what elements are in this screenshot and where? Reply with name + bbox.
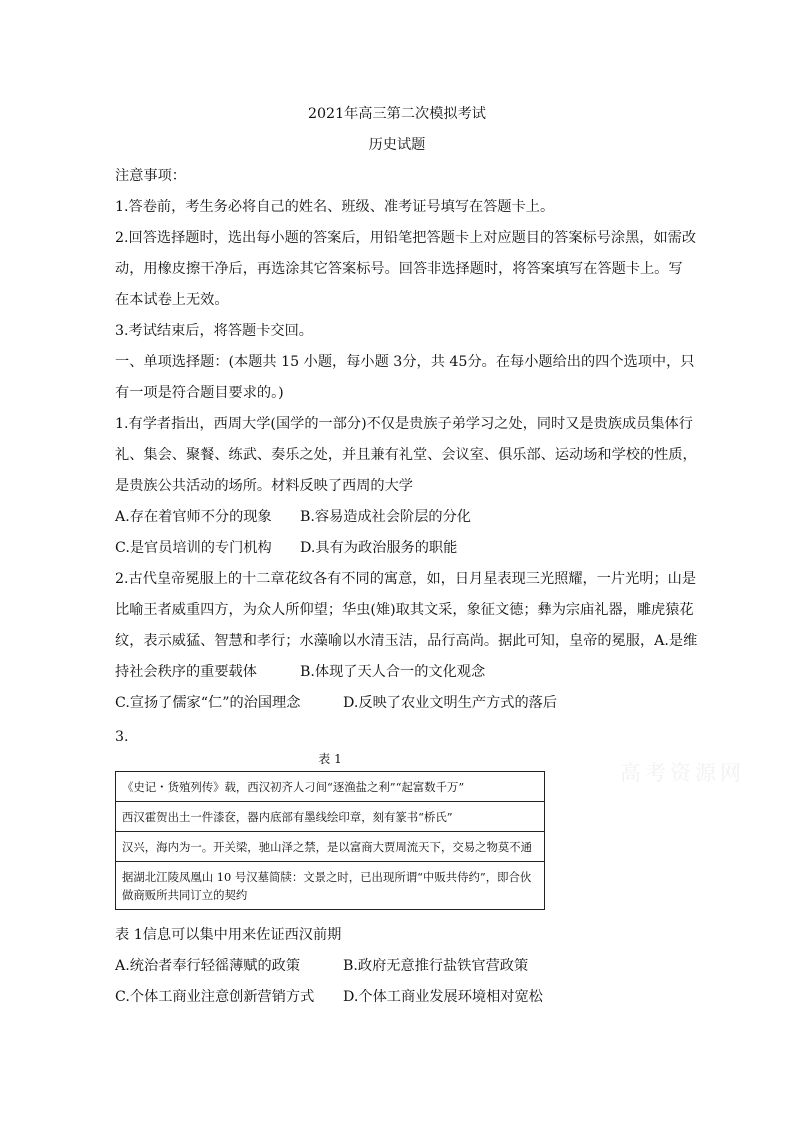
q3-stem: 表 1信息可以集中用来佐证西汉前期 <box>115 927 342 943</box>
q2-option-c: C.宣扬了儒家“仁”的治国理念 <box>115 695 301 711</box>
q1-stem-line-1: 1.有学者指出，西周大学(国学的一部分)不仅是贵族子弟学习之处，同时又是贵族成员集体行 <box>115 416 693 432</box>
notice-item-1: 1.答卷前，考生务必将自己的姓名、班级、准考证号填写在答题卡上。 <box>115 199 555 215</box>
q1-option-c: C.是官员培训的专门机构 <box>115 540 272 556</box>
q3-options-row-2 <box>115 987 543 1007</box>
section-heading-line-1: 一、单项选择题：(本题共 15 小题，每小题 3分，共 45分。在每小题给出的四个选项中，只 <box>115 354 695 370</box>
table-caption: 表 1 <box>318 752 342 766</box>
q3-option-c: C.个体工商业注意创新营销方式 <box>115 989 315 1005</box>
q1-stem-line-2: 礼、集会、聚餐、练武、奏乐之处，并且兼有礼堂、会议室、俱乐部、运动场和学校的性质， <box>115 447 697 463</box>
notice-item-2-line-1: 2.回答选择题时，选出每小题的答案后，用铅笔把答题卡上对应题目的答案标号涂黑，如需改 <box>115 230 697 246</box>
table-row <box>116 832 545 862</box>
q2-option-a-tail: 持社会秩序的重要载体 <box>115 664 257 680</box>
q2-stem-line-1: 2.古代皇帝冕服上的十二章花纹各有不同的寓意，如，日月星表现三光照耀，一片光明；山是 <box>115 571 697 587</box>
q2-stem-line-3: 纹，表示威猛、智慧和孝行；水藻喻以水清玉洁，品行高尚。据此可知，皇帝的冕服，A.是维 <box>115 633 698 649</box>
q1-option-d: D.具有为政治服务的职能 <box>300 540 458 556</box>
q1-option-b: B.容易造成社会阶层的分化 <box>300 509 471 525</box>
q1-stem-line-3: 是贵族公共活动的场所。材料反映了西周的大学 <box>115 478 413 494</box>
exam-subject: 历史试题 <box>368 137 426 153</box>
q2-options-row-1 <box>115 662 485 682</box>
notice-item-2-line-3: 在本试卷上无效。 <box>115 292 229 308</box>
q3-options-row-1 <box>115 956 528 976</box>
q2-stem-line-2: 比喻王者威重四方，为众人所仰望；华虫(雉)取其文采，象征文德；彝为宗庙礼器，雕虎猿花 <box>115 602 694 618</box>
table-cell: 据湖北江陵凤凰山 10 号汉墓简牍：文景之时，已出现所谓“中贩共侍约”，即合伙做商贩所共同订立的契约 <box>116 862 545 910</box>
q1-option-a: A.存在着官师不分的现象 <box>115 509 272 525</box>
table-cell: 《史记・货殖列传》载，西汉初齐人刁间“逐渔盐之利”“起富数千万” <box>116 772 545 802</box>
q3-number: 3. <box>115 729 129 745</box>
q3-option-b: B.政府无意推行盐铁官营政策 <box>343 958 529 974</box>
notice-heading: 注意事项： <box>115 168 186 184</box>
table-row <box>116 772 545 802</box>
table-row <box>116 802 545 832</box>
q3-option-a: A.统治者奉行轻徭薄赋的政策 <box>115 958 301 974</box>
q3-option-d: D.个体工商业发展环境相对宽松 <box>343 989 543 1005</box>
q2-options-row-2 <box>115 693 557 713</box>
notice-item-3: 3.考试结束后，将答题卡交回。 <box>115 323 313 339</box>
table-cell: 西汉霍贺出土一件漆奁，器内底部有墨线绘印章，刻有篆书“桥氏” <box>116 802 545 832</box>
watermark: 高考资源网 <box>620 761 745 785</box>
q2-option-b: B.体现了天人合一的文化观念 <box>300 664 486 680</box>
q1-options-row-1 <box>115 507 471 527</box>
table-cell: 汉兴，海内为一。开关梁，驰山泽之禁，是以富商大贾周流天下，交易之物莫不通 <box>116 832 545 862</box>
exam-title: 2021年高三第二次模拟考试 <box>308 106 486 122</box>
q1-options-row-2 <box>115 538 457 558</box>
notice-item-2-line-2: 动，用橡皮擦干净后，再选涂其它答案标号。回答非选择题时，将答案填写在答题卡上。写 <box>115 261 683 277</box>
table-row <box>116 862 545 910</box>
section-heading-line-2: 有一项是符合题目要求的。) <box>115 385 284 401</box>
evidence-table <box>115 771 545 910</box>
q2-option-d: D.反映了农业文明生产方式的落后 <box>343 695 558 711</box>
